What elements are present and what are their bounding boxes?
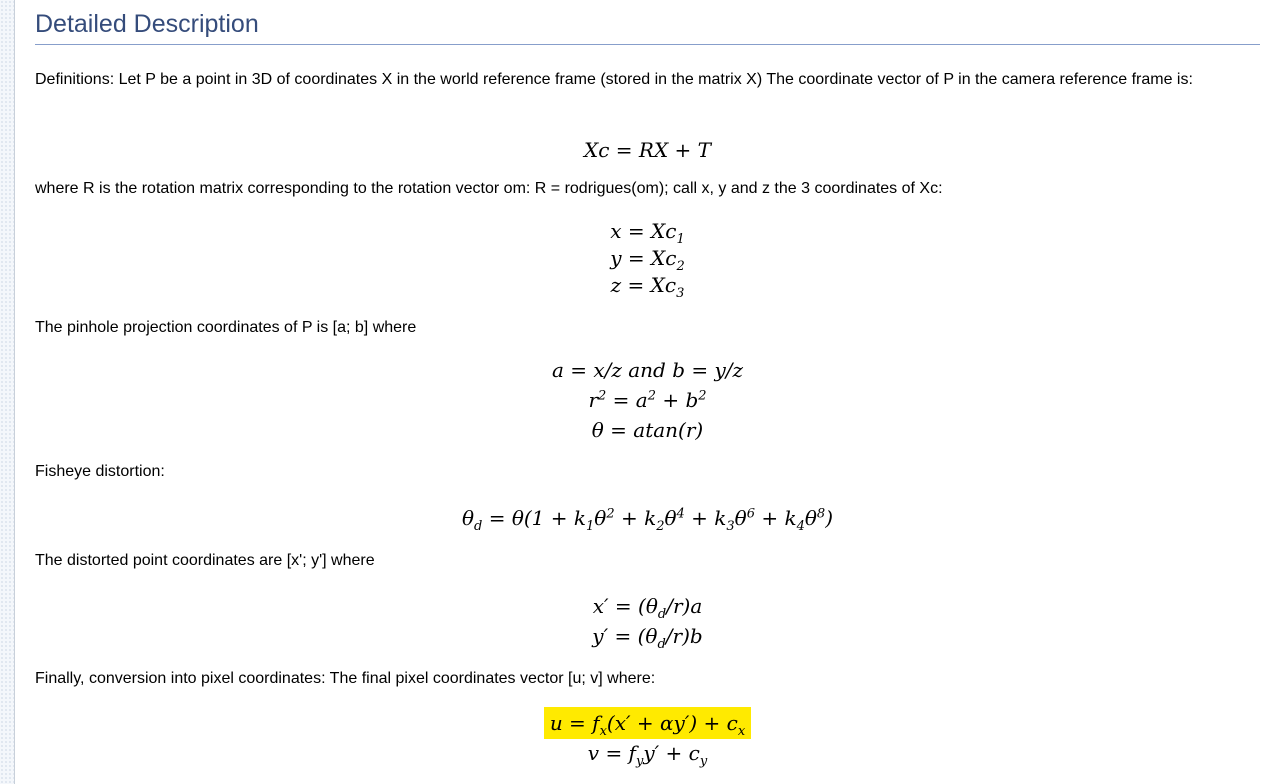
equation-line-x: $x = Xc_1$ [610, 219, 685, 247]
equation-line-u [0, 708, 1265, 738]
equation-fisheye [0, 503, 1265, 533]
equation-line-y: $y = Xc_2$ [610, 246, 685, 274]
equation-line-v: $v = f_yy' + c_y$ [587, 741, 708, 769]
rotation-paragraph: where R is the rotation matrix corresponding to the rotation vector om: R = rodrigues(om); call x, y and z the 3 coordinates of Xc: [35, 180, 943, 197]
highlighted-equation: $u = f_x(x' + \alpha y') + c_x$ [544, 707, 751, 739]
equation-line-yprime: $y' = (\theta_d/r)b$ [592, 624, 703, 652]
equation-line-ab: a = x/z and b = y/z [551, 358, 744, 382]
section-heading: Detailed Description [35, 10, 259, 38]
fisheye-paragraph: Fisheye distortion: [35, 463, 165, 480]
equation-xyz-block [0, 216, 1265, 300]
pinhole-paragraph: The pinhole projection coordinates of P is [a; b] where [35, 319, 417, 336]
equation-pixel-block [0, 708, 1265, 768]
distorted-paragraph: The distorted point coordinates are [x'; y'] where [35, 552, 375, 569]
equation-camera-coords [0, 135, 1265, 165]
equation-line-xprime: $x' = (\theta_d/r)a$ [592, 594, 703, 622]
equation-line: Xc = RX + T [583, 138, 712, 162]
equation-pinhole-block [0, 355, 1265, 445]
equation-line-r2: $r^2 = a^2 + b^2$ [588, 388, 707, 412]
heading-divider [35, 44, 1260, 45]
equation-line-theta: θ = atan(r) [591, 418, 704, 442]
final-paragraph: Finally, conversion into pixel coordinates: The final pixel coordinates vector [u; v] where: [35, 670, 656, 687]
equation-line-theta-d: $\theta_d = \theta(1 + k_1\theta^2 + k_2\theta^4 + k_3\theta^6 + k_4\theta^8)$ [461, 506, 834, 534]
definitions-paragraph: Definitions: Let P be a point in 3D of coordinates X in the world reference frame (stored in the matrix X) The coordinate vector of P in the camera reference frame is: [35, 71, 1193, 88]
equation-line-z: $z = Xc_3$ [610, 273, 685, 301]
equation-distorted-block [0, 591, 1265, 651]
